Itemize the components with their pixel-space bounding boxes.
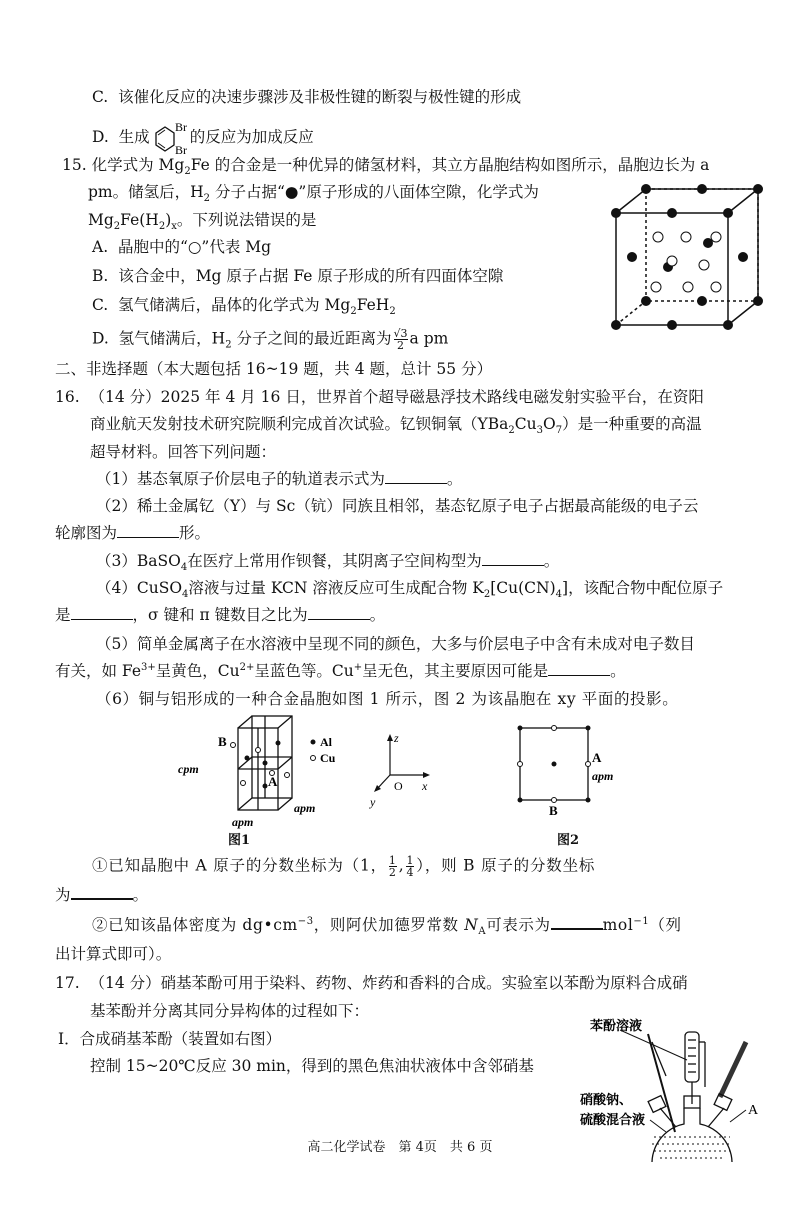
answer-blank[interactable] [71,884,133,900]
answer-blank[interactable] [482,551,544,566]
atom-label-b: B [218,734,227,749]
q15-option-d: D. 氢气储满后，$H_2$ 分子之间的最近距离为 $\frac{√3}{2}$ a pm [92,327,449,352]
bromine-label: Br [174,121,187,134]
section-2-heading: 二、非选择题（本大题包括 16~19 题，共 4 题，总计 55 分） [55,360,493,378]
answer-blank[interactable] [385,469,447,484]
axis-label-x: x [422,779,428,793]
q17-stem-line1: 17. （14 分）硝基苯酚可用于染料、药物、炸药和香料的合成。实验室以苯酚为原料合成硝 [55,974,688,992]
answer-blank[interactable] [551,914,603,930]
axis-origin-label: O [394,779,403,793]
xy-projection-figure2 [510,722,620,822]
q15-stem-line2: pm。储氢后，$H_2$ 分子占据“●”原子形成的八面体空隙，化学式为 [88,183,539,205]
cu-al-unit-cell-figure1 [170,708,350,832]
q16-part3: （3）BaSO$_4$在医疗上常用作钡餐，其阴离子空间构型为 。 [96,552,560,574]
q16-part6: （6）铜与铝形成的一种合金晶胞如图 1 所示，图 2 为该晶胞在 xy 平面的投影。 [96,690,679,708]
edge-label-a-bottom: apm [232,815,254,829]
q16-part5: （5）简单金属离子在水溶液中呈现不同的颜色，大多与价层电子中含有未成对电子数目 [96,635,695,653]
answer-blank[interactable] [71,605,133,620]
legend-al: Al [320,735,332,749]
q15-option-b: B. 该合金中，Mg 原子占据 Fe 原子形成的所有四面体空隙 [92,267,504,285]
figure2-caption: 图2 [557,833,580,848]
answer-blank[interactable] [117,523,179,538]
answer-blank[interactable] [308,605,370,620]
q16-part5-cont: 有关，如 $Fe^{3+}$呈黄色，$Cu^{2+}$呈蓝色等。Cu+呈无色，其主要原因可能是 。 [55,661,626,680]
answer-blank[interactable] [548,661,610,676]
q15-stem-line1: 15. 化学式为 $Mg_2Fe$ 的合金是一种优异的储氢材料，其立方晶胞结构如图所示，晶胞边长为 a [62,156,710,178]
q15-stem-line3: $Mg_2Fe(H_2)_x$。下列说法错误的是 [88,211,317,233]
q16-part1: （1）基态氧原子价层电子的轨道表示式为 。 [96,470,463,488]
mixture-label-line2: 硫酸混合液 [580,1112,646,1127]
atom-label-a: A [268,774,278,789]
coordinate-axes [368,730,438,810]
mg2fe-unit-cell-figure [608,183,768,333]
q16-sub1: ①已知晶胞中 A 原子的分数坐标为（1， $\frac{1}{2}$ , $\frac{1}{4}$ ），则 B 原子的分数坐标 [92,854,596,879]
q14-option-d: D. 生成 Br Br 的反应为加成反应 [92,121,314,155]
atom-label-a: A [592,750,602,765]
q16-stem-line3: 超导材料。回答下列问题： [90,443,277,461]
q15-option-a: A. 晶胞中的“○”代表 Mg [92,238,272,256]
q16-part2-cont: 轮廓图为 形。 [55,524,211,542]
al-legend-marker [311,740,316,745]
atom-label-b: B [549,803,558,818]
q16-stem-line2: 商业航天发射技术研究院顺利完成首次试验。钇钡铜氧$(YBa_2Cu_3O_7)$是一种重要的高温 [90,415,702,437]
q16-stem-line1: 16. （14 分）2025 年 4 月 16 日，世界首个超导磁悬浮技术路线电磁发射实验平台，在资阳 [55,388,704,406]
axis-label-y: y [370,795,376,809]
page-footer: 高二化学试卷 第 4页 共 6 页 [307,1140,493,1155]
q16-part2: （2）稀土金属钇（Y）与 Sc（钪）同族且相邻，基态钇原子电子占据最高能级的电子云 [96,497,699,515]
edge-label-a: apm [592,769,614,783]
q16-sub1-cont: 为 。 [55,886,149,904]
mixture-label-line1: 硝酸钠、 [580,1092,633,1107]
funnel-label: 苯酚溶液 [590,1018,643,1033]
cu-legend-marker [311,756,316,761]
axis-label-z: z [394,731,399,745]
edge-label-c: cpm [178,762,199,776]
q16-part4-cont: 是 ，σ 键和 π 键数目之比为 。 [55,606,386,624]
legend-cu: Cu [320,751,336,765]
dibromo-benzene-structure [150,121,190,155]
q14-option-c: C. 该催化反应的决速步骤涉及非极性键的断裂与极性键的形成 [92,88,522,106]
q17-stem-line2: 基苯酚并分离其同分异构体的过程如下： [90,1002,370,1020]
q17-part1-heading: Ⅰ．合成硝基苯酚（装置如右图） [58,1030,282,1048]
q16-sub2: ②已知该晶体密度为 $dg•cm^{-3}$，则阿伏加德罗常数 $N_A$可表示为 mol$^{-1}$（列 [92,915,682,938]
flask-label-a: A [748,1103,759,1118]
q17-part1-text: 控制 15~20℃反应 30 min，得到的黑色焦油状液体中含邻硝基 [90,1057,534,1075]
q16-sub2-cont: 出计算式即可）。 [55,945,172,963]
q15-option-c: C. 氢气储满后，晶体的化学式为 $Mg_2FeH_2$ [92,296,396,318]
q16-part4: （4）CuSO$_4$溶液与过量 KCN 溶液反应可生成配合物 $K_2[Cu(CN)_4]$，该配合物中配位原子 [96,579,724,601]
figure1-caption: 图1 [228,833,251,848]
bromine-label: Br [174,143,187,155]
edge-label-a-side: apm [294,801,316,815]
